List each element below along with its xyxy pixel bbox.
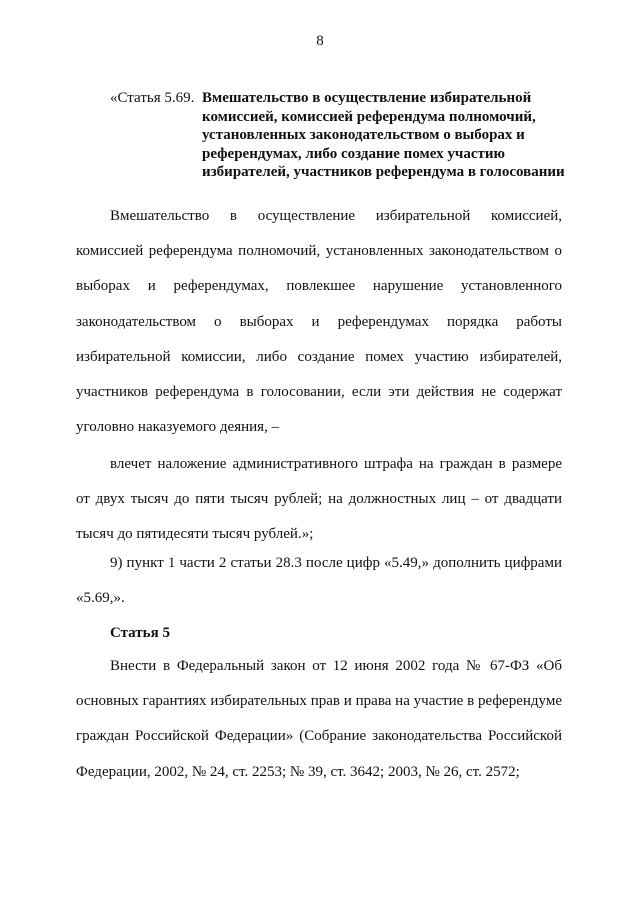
page-number: 8 <box>316 33 324 49</box>
paragraph-sanction <box>76 447 562 553</box>
paragraph-sanction-text: влечет наложение административного штрафа на граждан в размере от двух тысяч до пяти тысяч рублей; на должностных лиц – от двадцати тысяч до пятидесяти тысяч рублей.»; <box>76 456 562 543</box>
paragraph-article-5 <box>76 649 562 790</box>
paragraph-article-5-text: Внести в Федеральный закон от 12 июня 2002 года № 67-ФЗ «Об основных гарантиях избирательных прав и права на участие в референдуме граждан Российской Федерации» (Собрание законодательства Российской Федерации, 2002, № 24, ст. 2253; № 39, ст. 3642; 2003, № 26, ст. 2572; <box>76 658 562 780</box>
article-5-heading: Статья 5 <box>110 625 170 641</box>
paragraph-main-text: Вмешательство в осуществление избирательной комиссией, комиссией референдума полномочий, установленных законодательством о выборах и референдумах, повлекшее нарушение установленного законодательством о выборах и референдумах порядка работы избирательной комиссии, либо создание помех участию избирателей, участников референдума в голосовании, если эти действия не содержат уголовно наказуемого деяния, – <box>76 208 562 436</box>
paragraph-item-9-text: 9) пункт 1 части 2 статьи 28.3 после цифр «5.49,» дополнить цифрами «5.69,». <box>76 555 562 607</box>
article-number: «Статья 5.69. <box>110 90 195 106</box>
paragraph-main <box>76 199 562 445</box>
article-heading <box>110 89 580 182</box>
paragraph-item-9 <box>76 546 562 616</box>
article-title: Вмешательство в осуществление избирательной комиссией, комиссией референдума полномочий, установленных законодательством о выборах и референдумах, либо создание помех участию избирателей, участников референдума в голосовании <box>202 90 565 180</box>
